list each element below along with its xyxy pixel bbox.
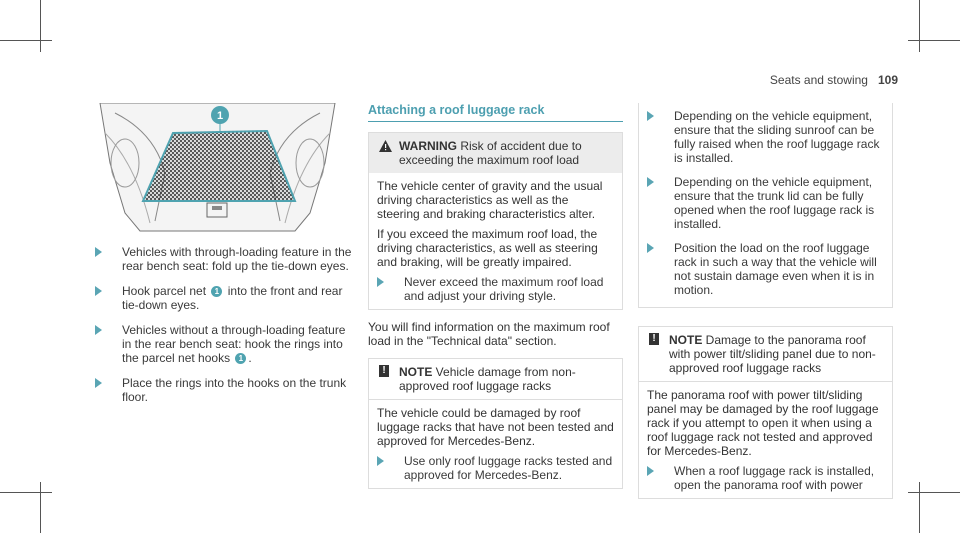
crop-mark bbox=[908, 40, 960, 41]
crop-mark bbox=[908, 492, 960, 493]
warning-body bbox=[369, 173, 622, 309]
trunk-illustration bbox=[95, 103, 340, 233]
list-item: When a roof luggage rack is installed, open the panorama roof with power bbox=[647, 464, 884, 492]
list-item: Position the load on the roof luggage rack in such a way that the vehicle will not sustain damage even when it is in motion. bbox=[647, 241, 884, 297]
callout-number: 1 bbox=[211, 286, 222, 297]
list-item: Use only roof luggage racks tested and approved for Mercedes-Benz. bbox=[377, 454, 614, 482]
arrow-icon bbox=[95, 378, 102, 388]
trunk-net-diagram bbox=[95, 103, 340, 233]
warning-header: WARNING Risk of accident due to exceeding the maximum roof load bbox=[369, 133, 622, 173]
warning-text: If you exceed the maximum roof load, the driving characteristics, as well as steering and braking, will be greatly impaired. bbox=[377, 227, 598, 269]
paragraph: You will find information on the maximum roof load in the "Technical data" section. bbox=[368, 320, 610, 348]
warning-text: The vehicle center of gravity and the usual driving characteristics as well as the steering and braking characteristics alter. bbox=[377, 179, 603, 221]
arrow-icon bbox=[95, 247, 102, 257]
crop-mark bbox=[919, 0, 920, 52]
arrow-icon bbox=[377, 277, 384, 287]
middle-column bbox=[368, 103, 623, 489]
arrow-icon bbox=[377, 456, 384, 466]
crop-mark bbox=[40, 0, 41, 52]
page-header bbox=[770, 73, 898, 87]
callout-number: 1 bbox=[235, 353, 246, 364]
warning-icon bbox=[379, 140, 392, 152]
arrow-icon bbox=[647, 466, 654, 476]
exclamation-icon: ! bbox=[379, 365, 389, 377]
list-item: Depending on the vehicle equipment, ensure that the sliding sunroof can be fully raised when the roof luggage rack is installed. bbox=[647, 109, 884, 165]
continued-note-box bbox=[638, 103, 893, 308]
list-item: Vehicles without a through-loading feature in the rear bench seat: hook the rings into the parcel net hooks 1 . bbox=[95, 323, 355, 365]
note-body bbox=[369, 400, 622, 488]
callout-1: 1 bbox=[216, 110, 224, 122]
crop-mark bbox=[919, 482, 920, 533]
section-name: Seats and stowing bbox=[769, 73, 868, 87]
exclamation-icon: ! bbox=[649, 333, 659, 345]
note-header: ! NOTE Damage to the panorama roof with power tilt/sliding panel due to non-approved roof luggage racks bbox=[639, 327, 892, 382]
note-label: NOTE bbox=[669, 333, 703, 347]
crop-mark bbox=[40, 482, 41, 533]
list-item: Never exceed the maximum roof load and adjust your driving style. bbox=[377, 275, 614, 303]
left-instructions bbox=[95, 245, 355, 415]
section-title: Attaching a roof luggage rack bbox=[368, 103, 623, 122]
note-header: ! NOTE Vehicle damage from non-approved roof luggage racks bbox=[369, 359, 622, 400]
list-item: Depending on the vehicle equipment, ensure that the trunk lid can be fully opened when the roof luggage rack is installed. bbox=[647, 175, 884, 231]
note-label: NOTE bbox=[399, 365, 433, 379]
list-item: Vehicles with through-loading feature in the rear bench seat: fold up the tie-down eyes. bbox=[95, 245, 355, 273]
warning-label: WARNING bbox=[399, 139, 457, 153]
right-column bbox=[638, 103, 893, 499]
arrow-icon bbox=[647, 111, 654, 121]
note-text: The vehicle could be damaged by roof luggage racks that have not been tested and approved for Mercedes-Benz. bbox=[377, 406, 614, 448]
note-body bbox=[639, 382, 892, 498]
note-box bbox=[368, 358, 623, 489]
page-number: 109 bbox=[877, 73, 898, 87]
arrow-icon bbox=[95, 286, 102, 296]
arrow-icon bbox=[647, 177, 654, 187]
arrow-icon bbox=[95, 325, 102, 335]
warning-box bbox=[368, 132, 623, 310]
note-text: The panorama roof with power tilt/sliding panel may be damaged by the roof luggage rack if you attempt to open it when using a roof luggage rack not tested and approved for Mercedes-Benz. bbox=[647, 388, 879, 458]
arrow-icon bbox=[647, 243, 654, 253]
crop-mark bbox=[0, 40, 52, 41]
note-box bbox=[638, 326, 893, 499]
list-item: Place the rings into the hooks on the trunk floor. bbox=[95, 376, 355, 404]
list-item: Hook parcel net 1 into the front and rear tie-down eyes. bbox=[95, 284, 355, 312]
crop-mark bbox=[0, 492, 52, 493]
